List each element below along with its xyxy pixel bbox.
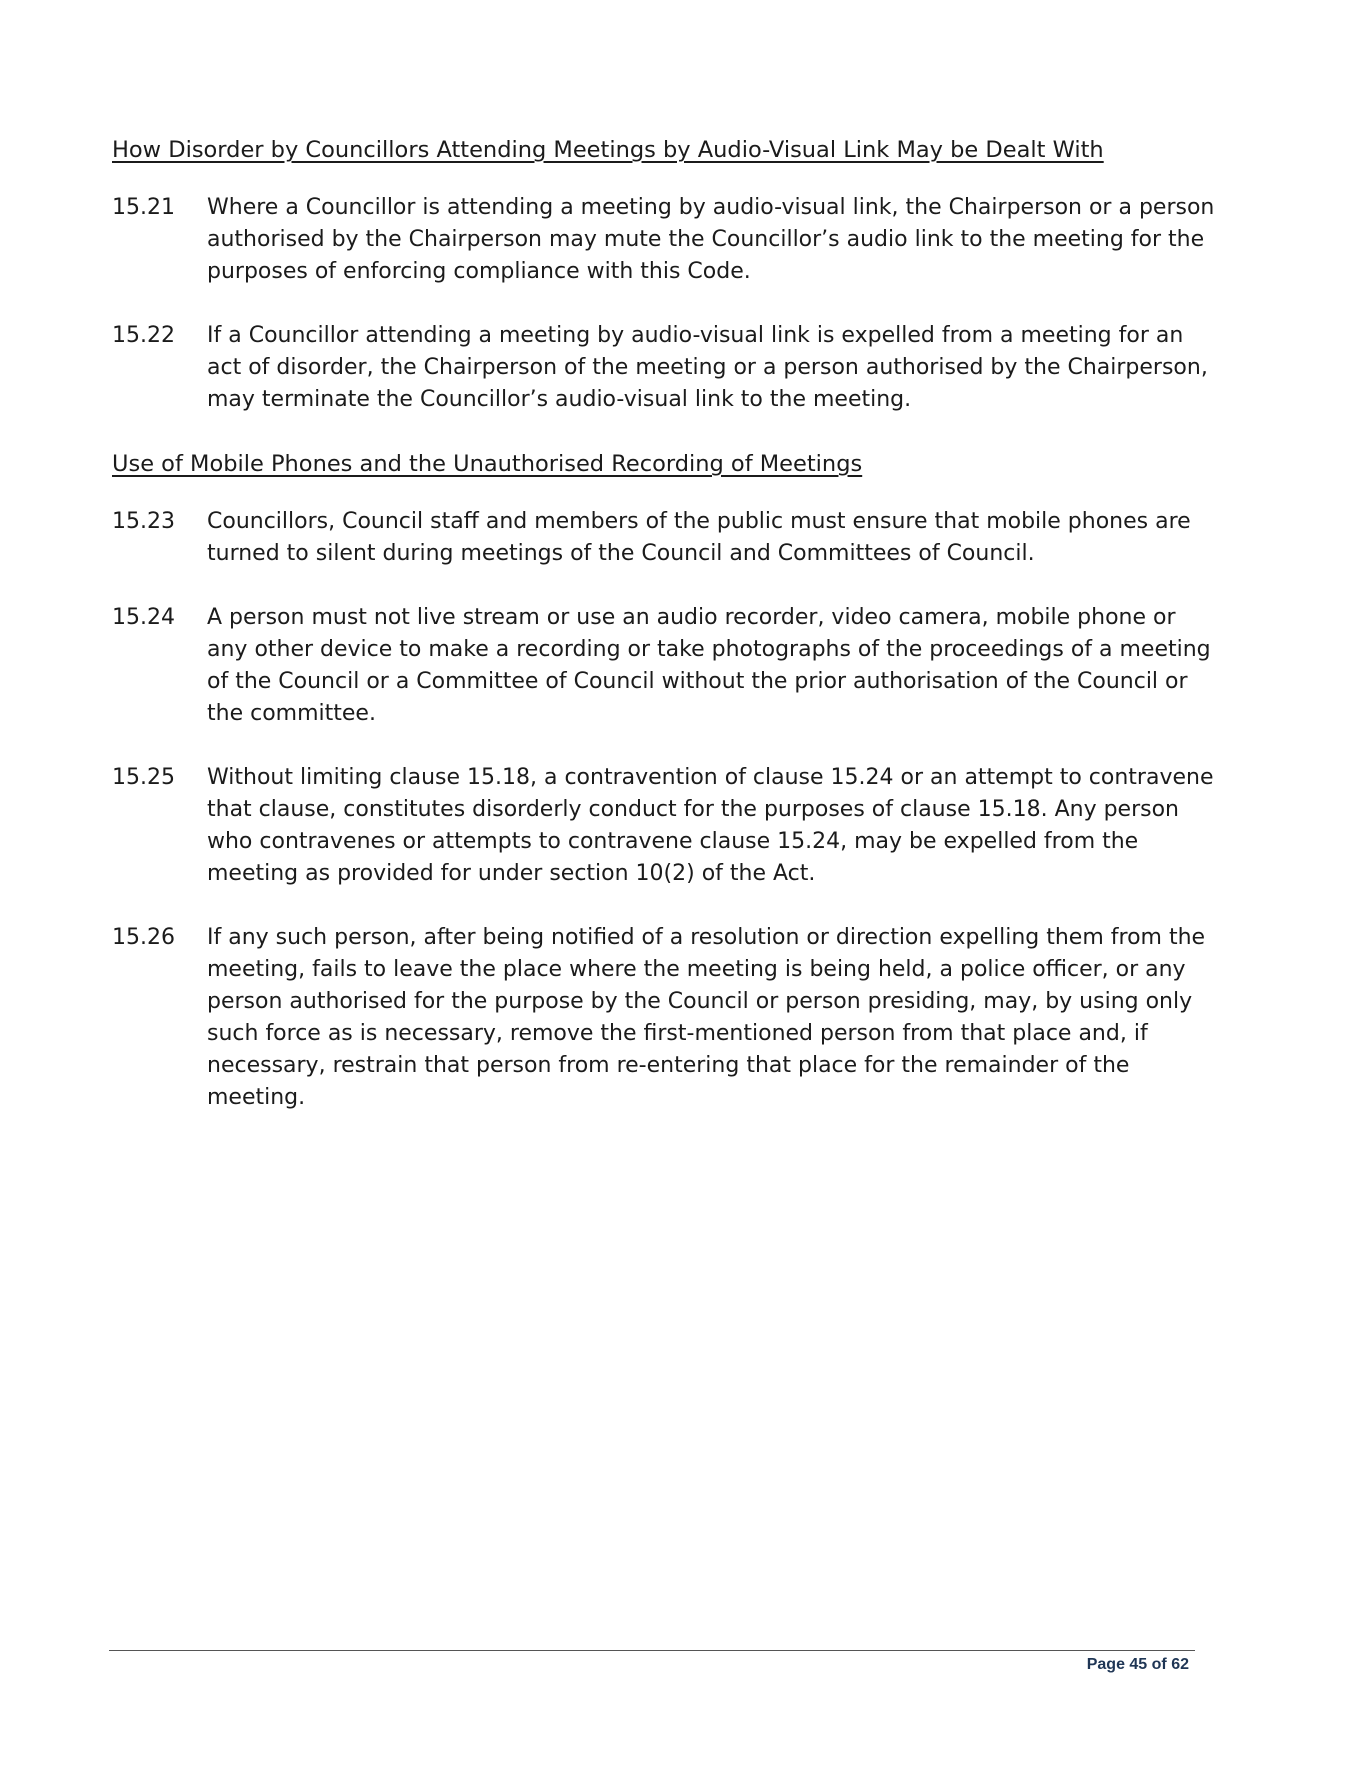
clause-text: Councillors, Council staff and members of the public must ensure that mobile phones are turned to silent during meetings of the Council and Committees of Council. xyxy=(207,509,1191,566)
clause-number: 15.21 xyxy=(112,195,175,220)
clause-number: 15.26 xyxy=(112,925,175,950)
clause-text: If a Councillor attending a meeting by audio-visual link is expelled from a meeting for an act of disorder, the Chairperson of the meeting or a person authorised by the Chairperson, may terminate the Councillor’s audio-visual link to the meeting. xyxy=(207,323,1208,412)
clause-number: 15.23 xyxy=(112,509,175,534)
section-heading-audio-visual-disorder: How Disorder by Councillors Attending Meetings by Audio-Visual Link May be Dealt With xyxy=(112,137,1104,163)
clause-text: Without limiting clause 15.18, a contravention of clause 15.24 or an attempt to contravene that clause, constitutes disorderly conduct for the purposes of clause 15.18. Any person who contravenes or attempts to contravene clause 15.24, may be expelled from the meeting as provided for under section 10(2) of the Act. xyxy=(207,765,1214,886)
section-heading-mobile-phones-recording: Use of Mobile Phones and the Unauthorised Recording of Meetings xyxy=(112,451,863,477)
clause-number: 15.24 xyxy=(112,605,175,630)
clause-text: Where a Councillor is attending a meeting by audio-visual link, the Chairperson or a person authorised by the Chairperson may mute the Councillor’s audio link to the meeting for the purposes of enforcing compliance with this Code. xyxy=(207,195,1215,284)
footer-divider xyxy=(109,1650,1195,1651)
clause-text: A person must not live stream or use an audio recorder, video camera, mobile phone or any other device to make a recording or take photographs of the proceedings of a meeting of the Council or a Committee of Council without the prior authorisation of the Council or the committee. xyxy=(207,605,1211,726)
clause-text: If any such person, after being notified of a resolution or direction expelling them from the meeting, fails to leave the place where the meeting is being held, a police officer, or any person authorised for the purpose by the Council or person presiding, may, by using only such force as is necessary, remove the first-mentioned person from that place and, if necessary, restrain that person from re-entering that place for the remainder of the meeting. xyxy=(207,925,1206,1110)
clause-number: 15.22 xyxy=(112,323,175,348)
page-number: Page 45 of 62 xyxy=(1086,1656,1189,1673)
clause-number: 15.25 xyxy=(112,765,175,790)
